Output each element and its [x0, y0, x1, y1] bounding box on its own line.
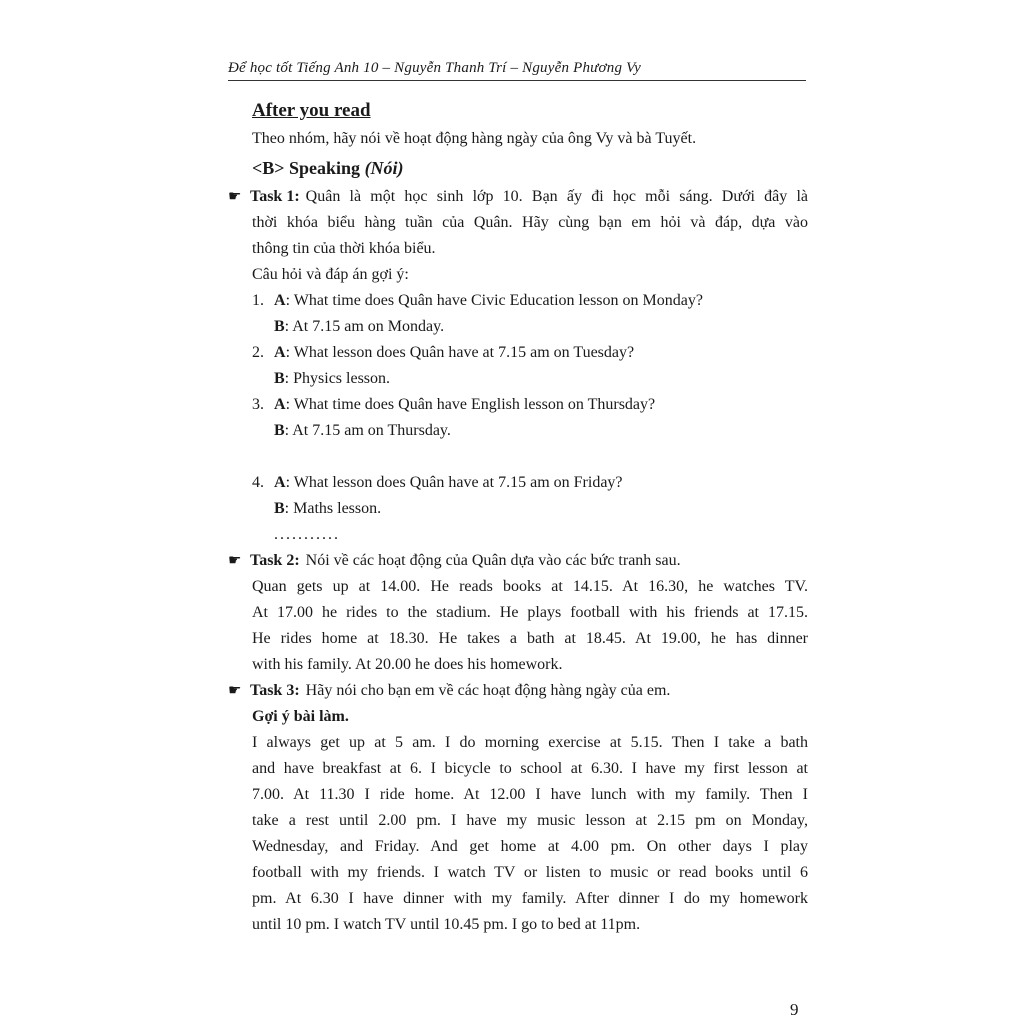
speaker-b-label: B	[274, 318, 285, 335]
question-text: : What time does Quân have Civic Education lesson on Monday?	[285, 292, 703, 309]
speaking-label-vi: (Nói)	[364, 158, 404, 178]
speaking-label: <B> Speaking	[252, 158, 361, 178]
task1-subheading: Câu hỏi và đáp án gợi ý:	[252, 266, 409, 283]
qa-question	[226, 340, 808, 366]
task2-label: Task 2:	[250, 552, 300, 569]
task1-text-line: Quân là một học sinh lớp 10. Bạn ấy đi học mỗi sáng. Dưới đây là	[305, 188, 808, 205]
task3-text-line: and have breakfast at 6. I bicycle to school at 6.30. I have my first lesson at	[252, 760, 808, 777]
pointing-hand-icon: ☛	[228, 189, 242, 205]
task2-heading	[226, 548, 808, 574]
qa-number: 1.	[252, 292, 264, 309]
task3-heading	[226, 678, 808, 704]
page-number: 9	[790, 1000, 799, 1019]
speaker-a-label: A	[274, 396, 286, 413]
qa-answer	[226, 314, 808, 340]
qa-answer	[226, 366, 808, 392]
suggestion-heading: Gợi ý bài làm.	[252, 708, 349, 725]
after-you-read-title: After you read	[252, 100, 371, 121]
speaker-a-label: A	[274, 344, 286, 361]
speaker-a-label: A	[274, 474, 286, 491]
qa-question	[226, 470, 808, 496]
task2-instruction: Nói về các hoạt động của Quân dựa vào các bức tranh sau.	[305, 552, 681, 569]
task1-text-line: thông tin của thời khóa biểu.	[252, 240, 436, 257]
task3-label: Task 3:	[250, 682, 300, 699]
task3-text-line: 7.00. At 11.30 I ride home. At 12.00 I have lunch with my family. Then I	[252, 786, 808, 803]
speaker-a-label: A	[274, 292, 286, 309]
task3-text-line: Wednesday, and Friday. And get home at 4.00 pm. On other days I play	[252, 838, 808, 855]
header-divider	[228, 80, 806, 81]
question-text: : What lesson does Quân have at 7.15 am on Friday?	[285, 474, 623, 491]
qa-number: 3.	[252, 396, 264, 413]
task3-text-line: pm. At 6.30 I have dinner with my family. After dinner I do my homework	[252, 890, 808, 907]
task3-text-line: football with my friends. I watch TV or listen to music or read books until 6	[252, 864, 808, 881]
answer-text: : At 7.15 am on Monday.	[284, 318, 445, 335]
pointing-hand-icon: ☛	[228, 683, 242, 699]
qa-answer	[226, 496, 808, 522]
task3-instruction: Hãy nói cho bạn em về các hoạt động hàng ngày của em.	[305, 682, 671, 699]
running-header: Để học tốt Tiếng Anh 10 – Nguyễn Thanh Trí – Nguyễn Phương Vy	[228, 60, 641, 76]
after-you-read-instruction: Theo nhóm, hãy nói về hoạt động hàng ngày của ông Vy và bà Tuyết.	[252, 130, 697, 147]
task1-text-line: thời khóa biểu hàng tuần của Quân. Hãy cùng bạn em hỏi và đáp, dựa vào	[252, 214, 808, 231]
answer-text: : At 7.15 am on Thursday.	[284, 422, 451, 439]
task2-text-line: Quan gets up at 14.00. He reads books at 14.15. At 16.30, he watches TV.	[252, 578, 808, 595]
answer-text: : Maths lesson.	[284, 500, 382, 517]
task3-text-line: until 10 pm. I watch TV until 10.45 pm. I go to bed at 11pm.	[252, 916, 641, 933]
pointing-hand-icon: ☛	[228, 553, 242, 569]
speaker-b-label: B	[274, 370, 285, 387]
speaker-b-label: B	[274, 500, 285, 517]
speaking-heading	[226, 152, 808, 184]
qa-question	[226, 392, 808, 418]
blank-space	[226, 444, 808, 470]
question-text: : What lesson does Quân have at 7.15 am on Tuesday?	[285, 344, 635, 361]
speaker-b-label: B	[274, 422, 285, 439]
qa-question	[226, 288, 808, 314]
answer-text: : Physics lesson.	[284, 370, 391, 387]
qa-number: 4.	[252, 474, 264, 491]
task2-text-line: with his family. At 20.00 he does his homework.	[252, 656, 563, 673]
task3-text-line: take a rest until 2.00 pm. I have my music lesson at 2.15 pm on Monday,	[252, 812, 808, 829]
ellipsis: ...........	[274, 526, 340, 543]
page-content	[226, 96, 808, 938]
task2-text-line: He rides home at 18.30. He takes a bath at 18.45. At 19.00, he has dinner	[252, 630, 808, 647]
task1-heading	[226, 184, 808, 210]
qa-number: 2.	[252, 344, 264, 361]
qa-answer	[226, 418, 808, 444]
question-text: : What time does Quân have English lesson on Thursday?	[285, 396, 656, 413]
task1-label: Task 1:	[250, 188, 300, 205]
task2-text-line: At 17.00 he rides to the stadium. He plays football with his friends at 17.15.	[252, 604, 808, 621]
task3-text-line: I always get up at 5 am. I do morning exercise at 5.15. Then I take a bath	[252, 734, 808, 751]
